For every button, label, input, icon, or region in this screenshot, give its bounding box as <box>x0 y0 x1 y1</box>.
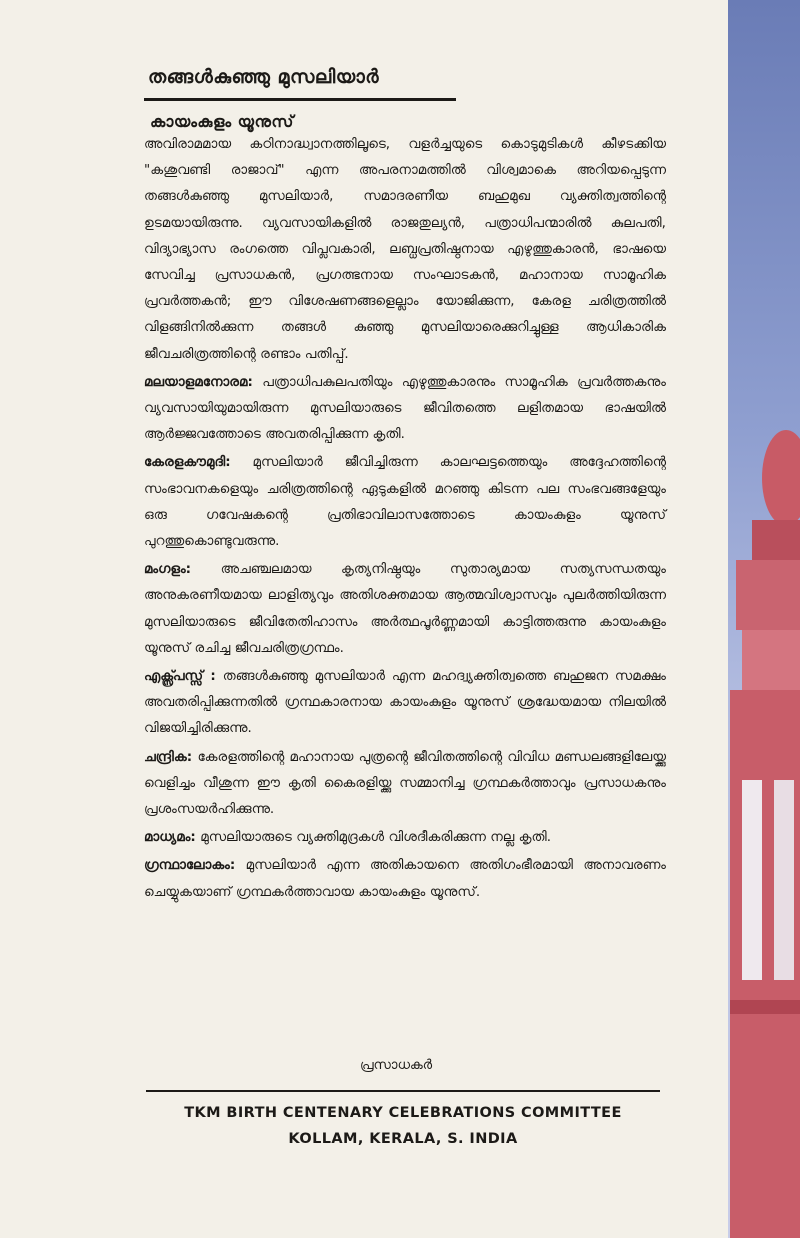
minaret-cap <box>752 520 800 560</box>
review-paragraph <box>144 450 666 555</box>
minaret-upper <box>736 560 800 630</box>
review-text: തങ്ങൾകുഞ്ഞു മുസലിയാർ എന്ന മഹദ്വ്യക്തിത്വത്തെ ബഹുജന സമക്ഷം അവതരിപ്പിക്കുന്നതിൽ ഗ്രന്ഥകാരനായ കായംകുളം യൂനുസ് ശ്രദ്ധേയമായ നിലയിൽ വിജയിച്ചിരിക്കുന്നു. <box>144 669 666 737</box>
minaret-photo-image <box>728 0 800 1238</box>
review-text: മുസലിയാരുടെ വ്യക്തിമുദ്രകൾ വിശദീകരിക്കുന്ന നല്ല കൃതി. <box>195 830 552 846</box>
publisher-signoff: പ്രസാധകർ <box>360 1058 433 1073</box>
tower-band <box>730 1000 800 1014</box>
blurb-body <box>144 132 666 908</box>
review-source: ചന്ദ്രിക: <box>144 749 193 765</box>
minaret-mid <box>742 630 800 690</box>
tower-window <box>742 780 762 980</box>
publisher-location: KOLLAM, KERALA, S. INDIA <box>288 1131 518 1147</box>
review-text: മുസലിയാർ എന്ന അതികായനെ അതിഗംഭീരമായി അനാവരണം ചെയ്യുകയാണ് ഗ്രന്ഥകർത്താവായ കായംകുളം യൂനുസ്. <box>144 858 666 900</box>
footer-divider <box>146 1090 660 1092</box>
intro-paragraph: അവിരാമമായ കഠിനാദ്ധ്വാനത്തിലൂടെ, വളർച്ചയുടെ കൊടുമുടികൾ കീഴടക്കിയ "കശുവണ്ടി രാജാവ്" എന്ന അപരനാമത്തിൽ വിശ്വമാകെ അറിയപ്പെടുന്ന തങ്ങൾകുഞ്ഞു മുസലിയാർ, സമാദരണീയ ബഹുമുഖ വ്യക്തിത്വത്തിന്റെ ഉടമയായിരുന്നു. വ്യവസായികളിൽ രാജതുല്യൻ, പത്രാധിപന്മാരിൽ കുലപതി, വിദ്യാഭ്യാസ രംഗത്തെ വിപ്ലവകാരി, ലബ്ധപ്രതിഷ്ഠനായ എഴുത്തുകാരൻ, ഭാഷയെ സേവിച്ച പ്രസാധകൻ, പ്രഗത്ഭനായ സംഘാടകൻ, മഹാനായ സാമൂഹിക പ്രവർത്തകൻ; ഈ വിശേഷണങ്ങളെല്ലാം യോജിക്കുന്ന, കേരള ചരിത്രത്തിൽ വിളങ്ങിനിൽക്കുന്ന തങ്ങൾ കുഞ്ഞു മുസലിയാരെക്കുറിച്ചുള്ള ആധികാരിക ജീവചരിത്രത്തിന്റെ രണ്ടാം പതിപ്പ്. <box>144 137 666 362</box>
review-text: പത്രാധിപകുലപതിയും എഴുത്തുകാരനും സാമൂഹിക പ്രവർത്തകനും വ്യവസായിയുമായിരുന്ന മുസലിയാരുടെ ജീവിതത്തെ ലളിതമായ ഭാഷയിൽ ആർജ്ജവത്തോടെ അവതരിപ്പിക്കുന്ന കൃതി. <box>144 374 666 443</box>
cover-photo-strip <box>728 0 800 1238</box>
author-name: കായംകുളം യൂനുസ് <box>150 112 294 131</box>
publisher-block <box>146 1100 660 1152</box>
tower-window <box>774 780 794 980</box>
review-text: അചഞ്ചലമായ കൃത്യനിഷ്ഠയും സുതാര്യമായ സത്യസന്ധതയും അനുകരണീയമായ ലാളിത്യവും അതിശക്തമായ ആത്മവിശ്വാസവും പുലർത്തിയിരുന്ന മുസലിയാരുടെ ജീവിതേതിഹാസം അർത്ഥപൂർണ്ണമായി കാട്ടിത്തരുന്നു കായംകുളം യൂനുസ് രചിച്ച ജീവചരിത്രഗ്രന്ഥം. <box>144 562 666 656</box>
review-source: എക്സ്പ്രസ്സ് : <box>144 669 216 685</box>
review-source: മലയാളമനോരമ: <box>144 374 253 390</box>
review-source: ഗ്രന്ഥാലോകം: <box>144 858 236 874</box>
review-source: മാധ്യമം: <box>144 830 196 846</box>
review-text: കേരളത്തിന്റെ മഹാനായ പുത്രന്റെ ജീവിതത്തിന്റെ വിവിധ മണ്ഡലങ്ങളിലേയ്ക്കു വെളിച്ചം വീശുന്ന ഈ കൃതി കൈരളിയ്ക്കു സമ്മാനിച്ച ഗ്രന്ഥകർത്താവും പ്രസാധകനും പ്രശംസയർഹിക്കുന്നു. <box>144 749 666 818</box>
publisher-name: TKM BIRTH CENTENARY CELEBRATIONS COMMITTEE <box>184 1105 622 1121</box>
review-paragraph <box>144 557 666 662</box>
title-underline <box>144 98 456 101</box>
review-source: കേരളകൗമുദി: <box>144 455 231 471</box>
review-paragraph <box>144 853 666 905</box>
review-source: മംഗളം: <box>144 562 192 578</box>
book-title: തങ്ങൾകുഞ്ഞു മുസലിയാർ <box>148 66 380 88</box>
review-paragraph <box>144 745 666 824</box>
review-paragraph <box>144 825 666 851</box>
review-text: മുസലിയാർ ജീവിച്ചിരുന്ന കാലഘട്ടത്തെയും അദ്ദേഹത്തിന്റെ സംഭാവനകളെയും ചരിത്രത്തിന്റെ ഏടുകളിൽ മറഞ്ഞു കിടന്ന പല സംഭവങ്ങളേയും ഒരു ഗവേഷകന്റെ പ്രതിഭാവിലാസത്തോടെ കായംകുളം യൂനുസ് പുറത്തുകൊണ്ടുവരുന്നു. <box>144 455 666 550</box>
review-paragraph <box>144 370 666 449</box>
review-paragraph <box>144 664 666 743</box>
